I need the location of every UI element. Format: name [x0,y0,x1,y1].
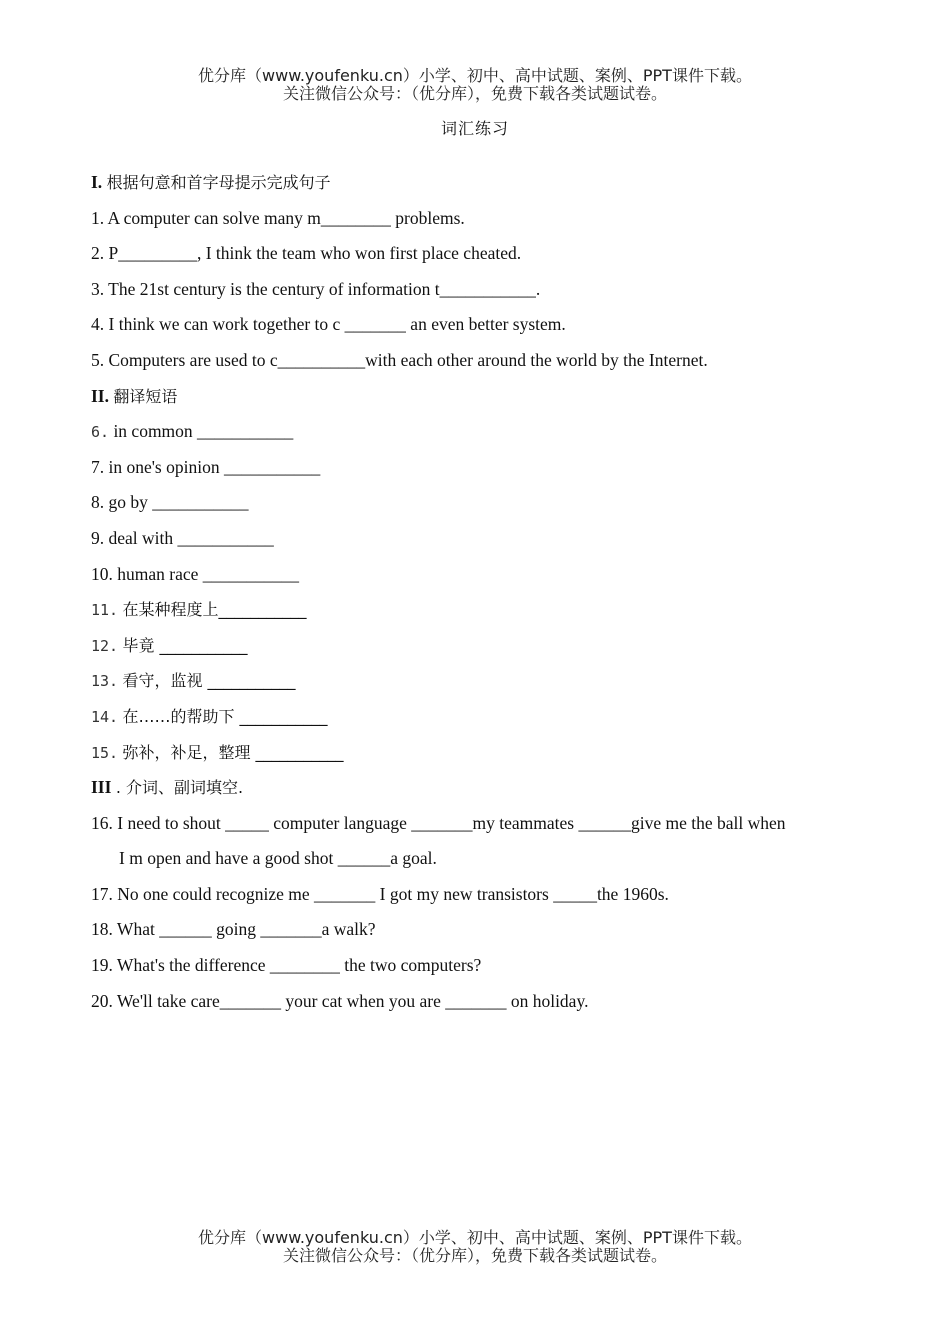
exercise-content [91,168,871,1022]
question-6-text: in common ___________ [113,421,294,442]
question-1: 1. A computer can solve many m________ problems. [91,207,465,228]
question-10: 10. human race ___________ [91,563,300,584]
question-4: 4. I think we can work together to c _______ an even better system. [91,314,566,335]
question-3: 3. The 21st century is the century of information t___________. [91,278,541,299]
question-13-text: 看守，监视 ___________ [122,671,296,691]
question-5: 5. Computers are used to c__________with each other around the world by the Internet. [91,349,708,370]
question-12 [91,631,871,667]
page-header [0,67,950,103]
question-12-number: 12. [91,636,119,655]
question-20: 20. We'll take care_______ your cat when you are _______ on holiday. [91,990,589,1011]
question-14 [91,702,871,738]
footer-line-1: 优分库（www.youfenku.cn）小学、初中、高中试题、案例、PPT课件下载。 [198,1228,752,1247]
section-3-title: . 介词、副词填空. [115,778,244,798]
question-6-number: 6. [91,423,110,442]
question-11-text: 在某种程度上___________ [122,600,307,620]
question-13-number: 13. [91,672,119,691]
page-title: 词汇练习 [440,119,509,138]
question-12-text: 毕竟 ___________ [122,635,248,655]
question-6 [91,417,871,453]
question-8: 8. go by ___________ [91,492,249,513]
question-15 [91,738,871,774]
header-line-1: 优分库（www.youfenku.cn）小学、初中、高中试题、案例、PPT课件下载。 [198,66,752,85]
section-3-heading [91,773,871,809]
footer-line-2: 关注微信公众号：（优分库），免费下载各类试题试卷。 [282,1246,667,1265]
section-2-title: 翻译短语 [113,386,178,406]
section-3-number: III [91,777,112,798]
section-2-heading [91,382,871,418]
question-17: 17. No one could recognize me _______ I got my new transistors _____the 1960s. [91,883,669,904]
header-line-2: 关注微信公众号：（优分库），免费下载各类试题试卷。 [282,84,667,103]
question-16: 16. I need to shout _____ computer language _______my teammates ______give me the ball when [91,812,786,833]
question-19: 19. What's the difference ________ the two computers? [91,955,482,976]
question-15-number: 15. [91,743,119,762]
question-15-text: 弥补，补足，整理 ___________ [122,742,344,762]
question-14-number: 14. [91,707,119,726]
page-footer [0,1229,950,1265]
question-2: 2. P_________, I think the team who won first place cheated. [91,243,522,264]
question-18: 18. What ______ going _______a walk? [91,919,376,940]
section-1-heading [91,168,871,204]
question-7: 7. in one's opinion ___________ [91,456,321,477]
section-2-number: II. [91,385,109,406]
section-1-title: 根据句意和首字母提示完成句子 [106,173,331,192]
question-14-text: 在……的帮助下 ___________ [122,706,328,726]
section-1-number: I. [91,172,103,192]
question-9: 9. deal with ___________ [91,527,274,548]
question-11-number: 11. [91,601,119,620]
question-13 [91,666,871,702]
question-11 [91,595,871,631]
question-16-continued: I m open and have a good shot ______a goal. [119,848,437,869]
